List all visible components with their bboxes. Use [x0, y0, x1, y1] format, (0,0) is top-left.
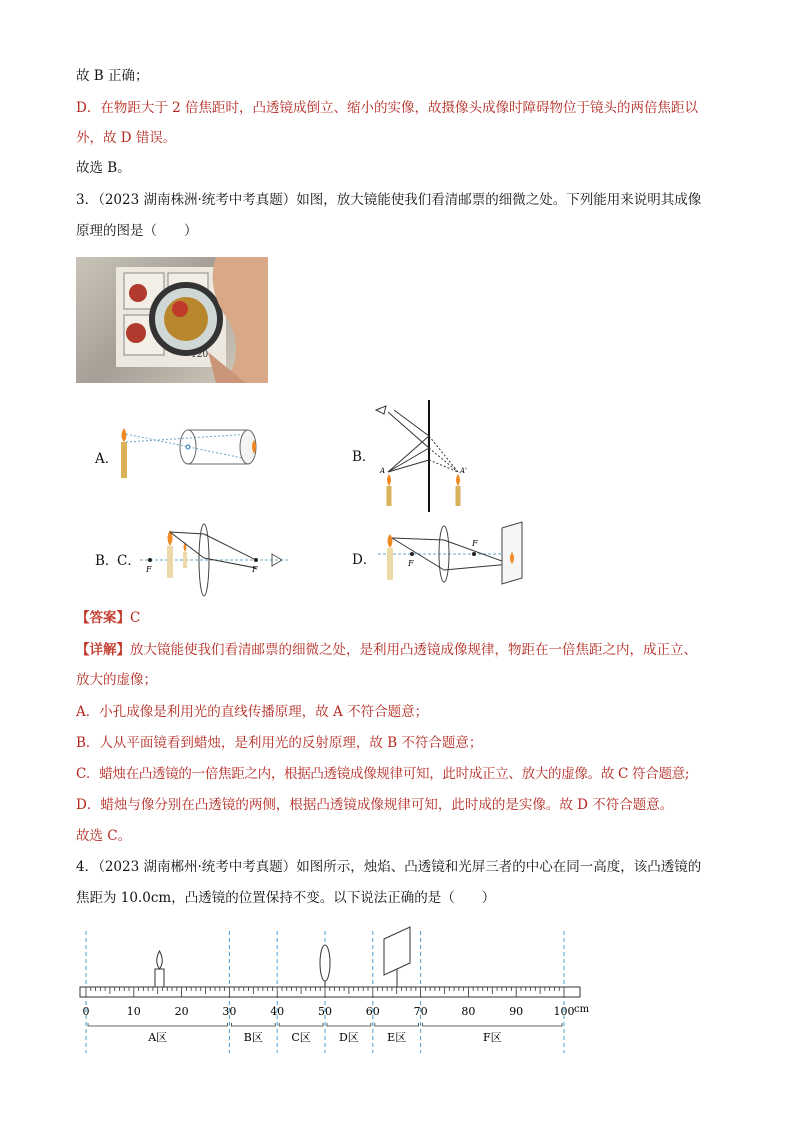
- candle-flame-icon: [157, 951, 163, 969]
- detail-line-1: [76, 640, 697, 660]
- convex-lens: [320, 945, 330, 981]
- optical-bench-diagram: [76, 925, 696, 1060]
- ruler-unit: cm: [574, 1004, 590, 1015]
- stamp-value: 120: [191, 350, 209, 360]
- candle-flame-icon: [388, 534, 393, 548]
- option-c-label: C．: [117, 553, 141, 569]
- option-b-mirror-diagram: [370, 400, 480, 515]
- option-a-label: A．: [95, 451, 119, 467]
- ruler-tick-label: 20: [174, 1005, 189, 1018]
- ruler-tick-label: 40: [270, 1005, 285, 1018]
- ruler-tick-label: 50: [318, 1005, 332, 1018]
- choose-line: 故选 C。: [76, 828, 132, 844]
- text-line: 故选 B。: [76, 160, 131, 176]
- question-4-line-1: 4．（2023 湖南郴州·统考中考真题）如图所示，烛焰、凸透镜和光屏三者的中心在同一高度，该凸透镜的: [76, 859, 702, 875]
- focus-label-left: F: [146, 565, 152, 574]
- candle-flame-icon: [122, 428, 127, 442]
- ruler-tick-label: 100: [553, 1005, 575, 1018]
- magnifier-stamp-photo: [76, 257, 268, 383]
- option-a-pinhole-diagram: [118, 420, 278, 490]
- candle-flame-icon: [387, 474, 391, 486]
- text-line: 故 B 正确；: [76, 68, 149, 84]
- option-a-explanation: A．小孔成像是利用光的直线传播原理，故 A 不符合题意；: [76, 704, 429, 720]
- question-3-line-1: 3．（2023 湖南株洲·统考中考真题）如图，放大镜能使我们看清邮票的细微之处。下列能用来说明其成像: [76, 192, 702, 208]
- text-line: D．在物距大于 2 倍焦距时，凸透镜成倒立、缩小的实像，故摄像头成像时障碍物位于镜头的两倍焦距以: [76, 100, 698, 116]
- detail-line-2: 放大的虚像；: [76, 672, 157, 688]
- answer-tag: 【答案】: [76, 610, 130, 626]
- image-label: A': [460, 467, 467, 475]
- text-line: 外，故 D 错误。: [76, 130, 177, 146]
- ruler-tick-label: 10: [126, 1005, 141, 1018]
- question-4-line-2: 焦距为 10.0cm，凸透镜的位置保持不变。以下说法正确的是（ ）: [76, 890, 496, 906]
- zone-label: E区: [387, 1031, 407, 1044]
- focus-label-right: F: [252, 565, 258, 574]
- zone-label: C区: [291, 1031, 311, 1044]
- ruler-tick-label: 90: [509, 1005, 524, 1018]
- zone-labels: [88, 1023, 562, 1044]
- image-flame-icon: [456, 474, 460, 486]
- eye-icon: [376, 406, 386, 414]
- ruler-tick-label: 80: [461, 1005, 476, 1018]
- zone-bracket: [327, 1023, 371, 1026]
- ruler-tick-label: 60: [365, 1005, 380, 1018]
- ruler-tick-labels: [83, 1005, 575, 1018]
- option-b-label: B．: [352, 449, 376, 465]
- ruler-tick-label: 70: [413, 1005, 428, 1018]
- answer-line: [76, 608, 140, 628]
- option-b-explanation: B．人从平面镜看到蜡烛，是利用光的反射原理，故 B 不符合题意；: [76, 735, 483, 751]
- ruler-tick-label: 0: [82, 1005, 90, 1018]
- ruler-tick-label: 30: [222, 1005, 237, 1018]
- light-screen: [384, 927, 410, 975]
- option-c-prefix-label: B．: [95, 553, 119, 569]
- focus-label-right: F: [472, 539, 478, 548]
- option-c-magnifier-diagram: [140, 518, 290, 598]
- zone-label: F区: [482, 1031, 502, 1044]
- zone-bracket: [279, 1023, 323, 1026]
- photo-illustration: [76, 257, 268, 383]
- zone-label: D区: [338, 1031, 359, 1044]
- question-3-line-2: 原理的图是（ ）: [76, 223, 198, 239]
- zone-bracket: [231, 1023, 275, 1026]
- option-d-explanation: D．蜡烛与像分别在凸透镜的两侧，根据凸透镜成像规律可知，此时成的是实像。故 D 不符合题意。: [76, 797, 674, 813]
- option-d-label: D．: [352, 552, 377, 568]
- option-c-explanation: C．蜡烛在凸透镜的一倍焦距之内，根据凸透镜成像规律可知，此时成正立、放大的虚像。故 C 符合题意;: [76, 766, 690, 782]
- option-d-projector-diagram: [378, 520, 528, 585]
- detail-text: 放大镜能使我们看清邮票的细微之处，是利用凸透镜成像规律，物距在一倍焦距之内，成正立、: [130, 642, 697, 658]
- detail-tag: 【详解】: [76, 642, 130, 658]
- answer-value: C: [130, 610, 141, 626]
- zone-label: A区: [148, 1031, 168, 1044]
- zone-bracket: [423, 1023, 562, 1026]
- zone-label: B区: [243, 1031, 263, 1044]
- focus-label-left: F: [408, 559, 414, 568]
- candle: [155, 969, 164, 987]
- zone-bracket: [375, 1023, 419, 1026]
- object-label: A: [380, 467, 386, 475]
- zone-bracket: [88, 1023, 227, 1026]
